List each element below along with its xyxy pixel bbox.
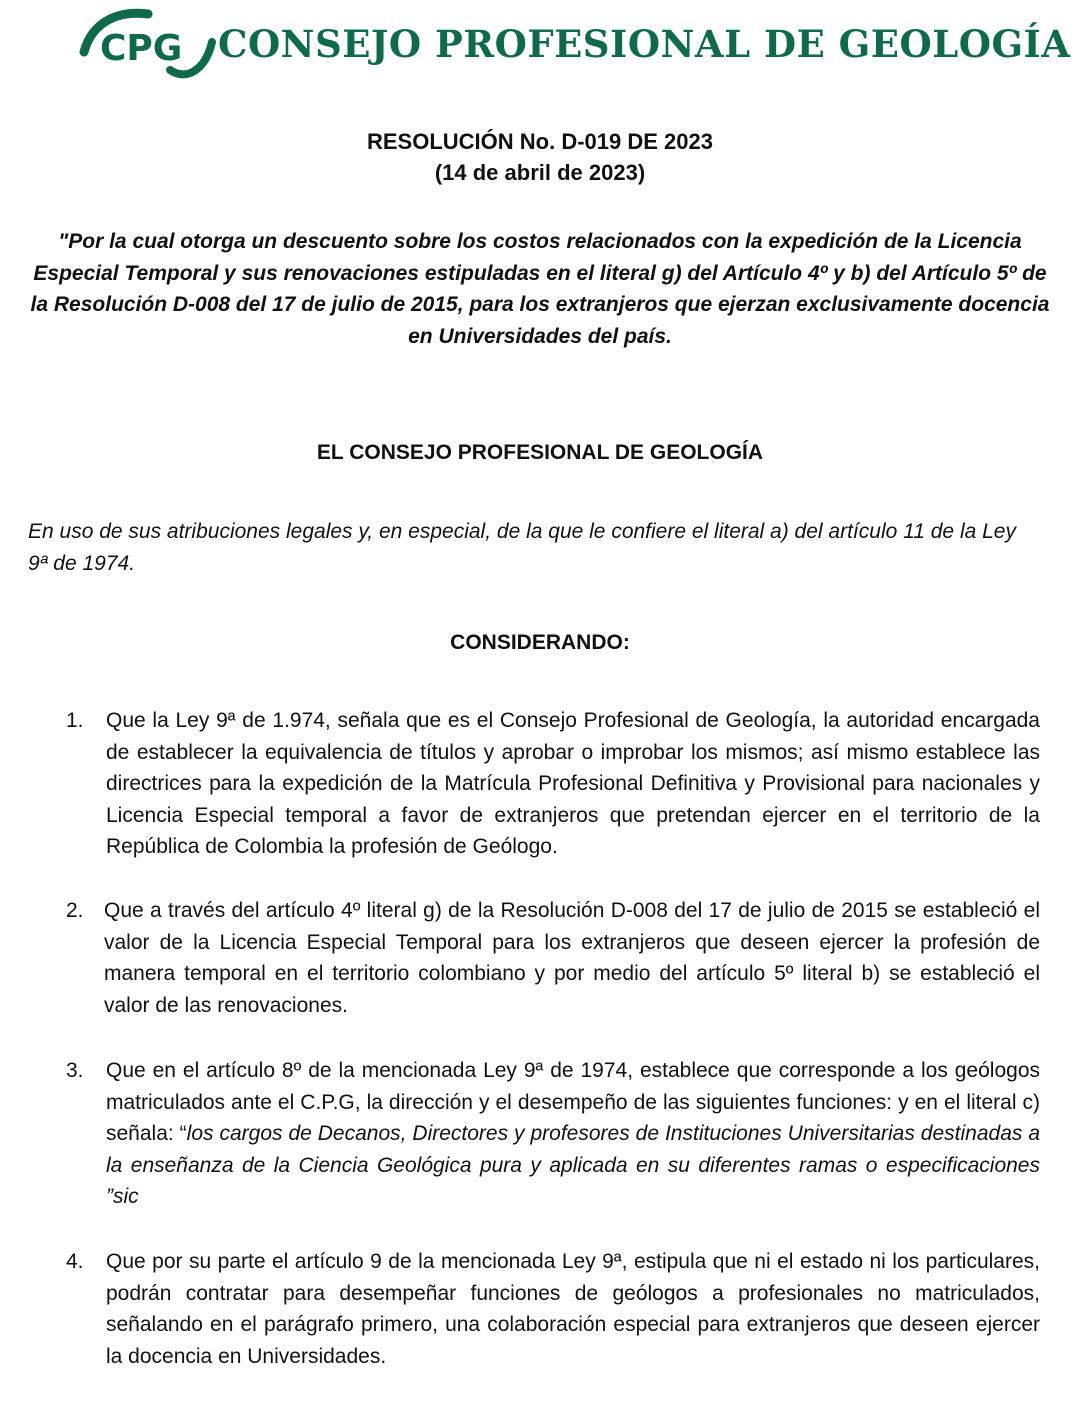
consideration-item xyxy=(66,1246,1040,1372)
item-number: 1. xyxy=(66,709,84,732)
letterhead xyxy=(78,8,1071,84)
resolution-number: RESOLUCIÓN No. D-019 DE 2023 xyxy=(367,129,713,154)
item-text-plain: Que en el artículo 8º de la mencionada Ley 9ª de 1974, establece que corresponde a los geólogos matriculados ante el C.P.G, la dirección y el desempeño de las siguientes funciones: y en el literal c) señala: “ xyxy=(106,1059,1040,1146)
preamble: En uso de sus atribuciones legales y, en especial, de la que le confiere el literal a) del artículo 11 de la Ley 9ª de 1974. xyxy=(28,520,1016,575)
resolution-title-block xyxy=(0,126,1080,188)
consideration-item xyxy=(66,895,1040,1021)
item-text: Que por su parte el artículo 9 de la mencionada Ley 9ª, estipula que ni el estado ni los particulares, podrán contratar para desempeñar funciones de geólogos a profesionales no matriculados, señalando en el parágrafo primero, una colaboración especial para extranjeros que deseen ejercer la docencia en Universidades. xyxy=(106,1250,1040,1368)
consideration-item xyxy=(66,705,1040,863)
cpg-logo xyxy=(78,8,218,84)
item-number: 2. xyxy=(66,899,84,922)
item-text: Que a través del artículo 4º literal g) de la Resolución D-008 del 17 de julio de 2015 se estableció el valor de la Licencia Especial Temporal para los extranjeros que deseen ejercer la profesión de manera temporal en el territorio colombiano y por medio del artículo 5º literal b) se estableció el valor de las renovaciones. xyxy=(104,899,1040,1017)
council-heading: EL CONSEJO PROFESIONAL DE GEOLOGÍA xyxy=(316,441,764,464)
consideration-item xyxy=(66,1055,1040,1213)
considering-heading: CONSIDERANDO: xyxy=(450,631,630,654)
item-quote: los cargos de Decanos, Directores y profesores de Instituciones Universitarias destinadas a la enseñanza de la Ciencia Geológica pura y aplicada en su diferentes ramas o especificaciones ”sic xyxy=(106,1122,1040,1209)
item-text xyxy=(106,1055,1040,1213)
item-text: Que la Ley 9ª de 1.974, señala que es el Consejo Profesional de Geología, la autoridad encargada de establecer la equivalencia de títulos y aprobar o improbar los mismos; así mismo establece las directrices para la expedición de la Matrícula Profesional Definitiva y Provisional para nacionales y Licencia Especial temporal a favor de extranjeros que pretendan ejercer en el territorio de la República de Colombia la profesión de Geólogo. xyxy=(106,709,1040,859)
logo-lettering: CPG xyxy=(100,28,183,69)
organization-name: CONSEJO PROFESIONAL DE GEOLOGÍA xyxy=(218,22,1071,66)
item-number: 3. xyxy=(66,1059,84,1082)
item-number: 4. xyxy=(66,1250,84,1273)
resolution-subject: "Por la cual otorga un descuento sobre los costos relacionados con la expedición de la Licencia Especial Temporal y sus renovaciones estipuladas en el literal g) del Artículo 4º y b) del Artículo 5º de la Resolución D-008 del 17 de julio de 2015, para los extranjeros que ejerzan exclusivamente docencia en Universidades del país. xyxy=(30,230,1050,348)
resolution-date: (14 de abril de 2023) xyxy=(434,160,646,185)
